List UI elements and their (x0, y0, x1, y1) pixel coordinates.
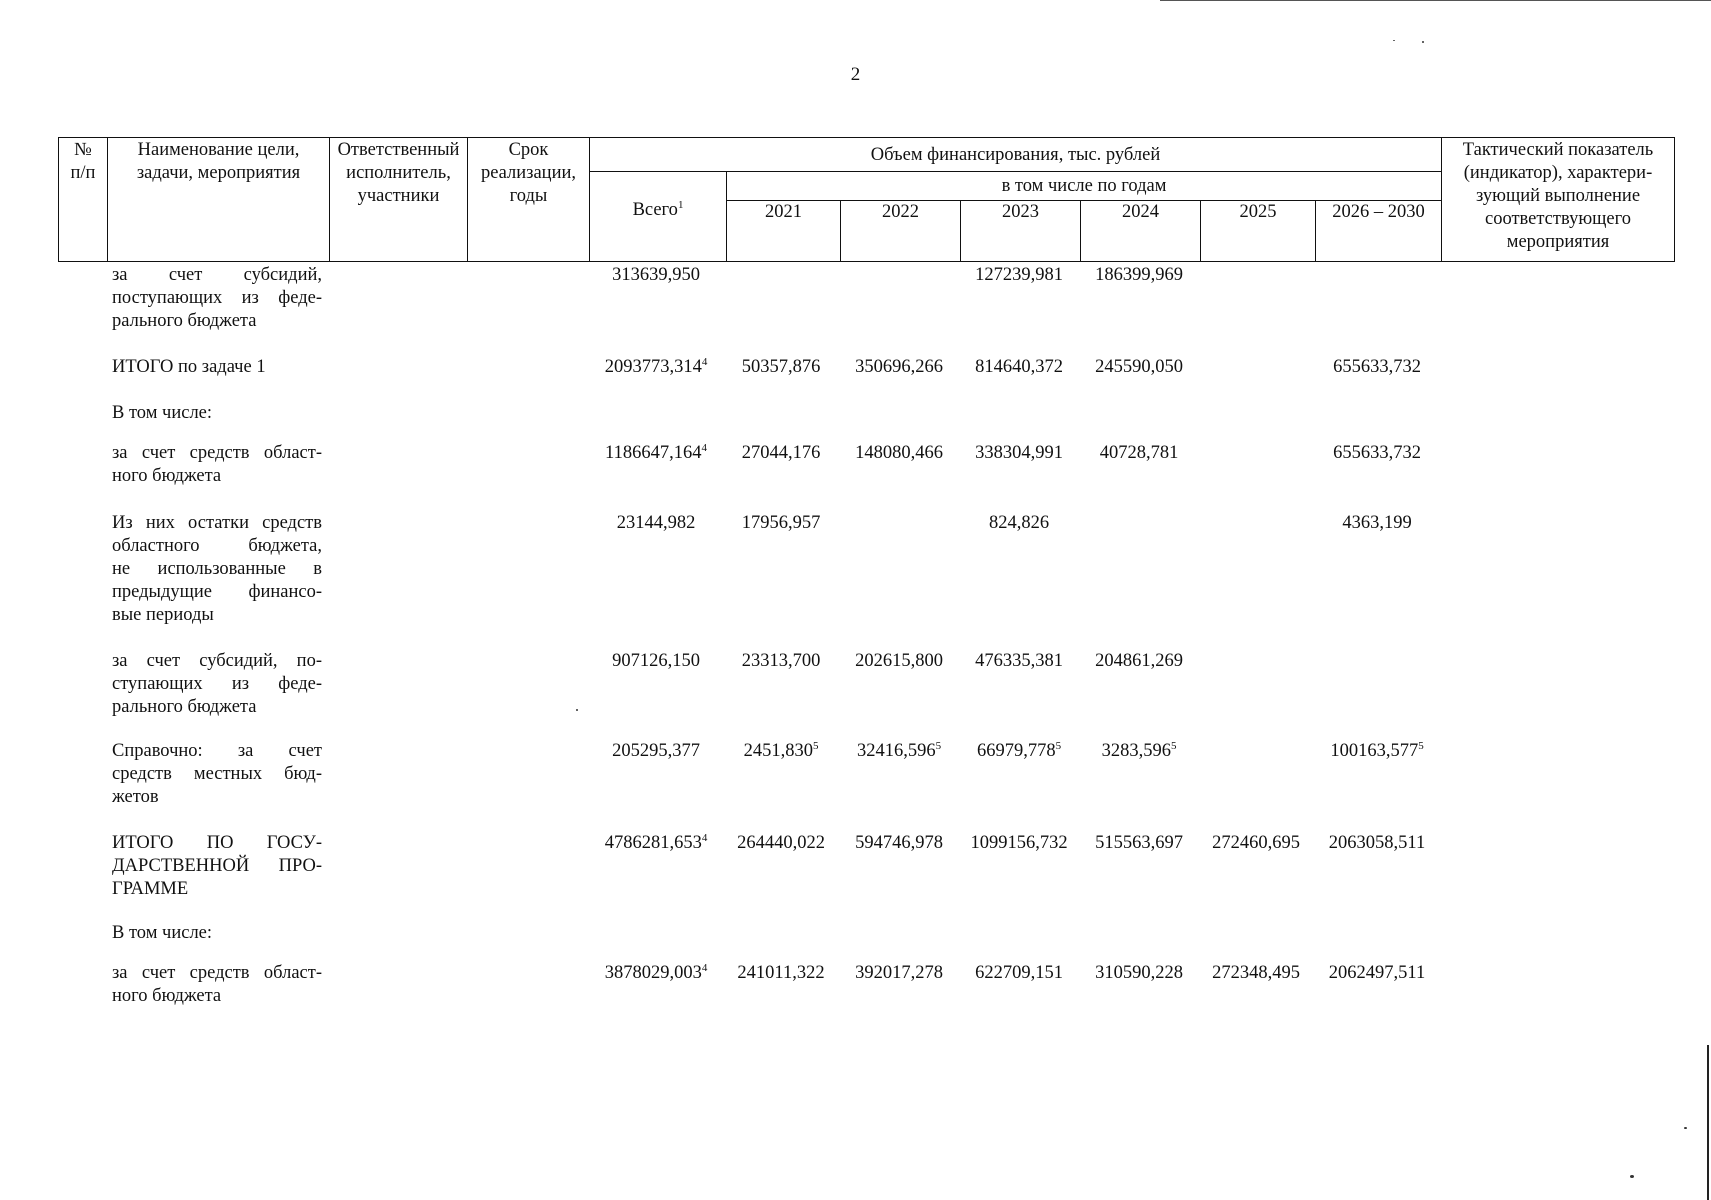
cell-footnote: 5 (1170, 740, 1177, 752)
row-name (112, 962, 322, 1008)
cell-value: 1099156,732 (970, 833, 1068, 853)
cell-y2025 (1212, 962, 1300, 985)
cell-value: 655633,732 (1333, 357, 1421, 377)
cell-value: 2451,830 (743, 741, 813, 761)
header-num-label: № п/п (70, 140, 96, 183)
row-name-line: ступающих из феде- (112, 674, 322, 694)
row-name (112, 512, 322, 627)
cell-value: 655633,732 (1333, 443, 1421, 463)
row-name-line: ИТОГО ПО ГОСУ- (112, 833, 322, 853)
cell-value: 515563,697 (1095, 833, 1183, 853)
cell-value: 1186647,164 (605, 443, 702, 463)
cell-value: 23144,982 (616, 513, 696, 533)
row-name-line: ИТОГО по задаче 1 (112, 357, 266, 377)
row-name (112, 442, 322, 488)
header-year-2021: 2021 (765, 202, 802, 222)
cell-footnote: 4 (701, 962, 708, 974)
cell-y2021 (742, 512, 821, 535)
cell-value: 814640,372 (975, 357, 1063, 377)
scan-speck (576, 709, 578, 711)
row-name-line: жетов (112, 787, 159, 807)
cell-value: 824,826 (988, 513, 1050, 533)
scan-speck (1422, 41, 1424, 43)
row-name-line: за счет субсидий, (112, 265, 322, 285)
cell-value: 32416,596 (856, 741, 936, 761)
header-responsible-label: Ответственный исполнитель, участники (337, 140, 460, 206)
cell-y2022 (855, 962, 943, 985)
cell-value: 66979,778 (976, 741, 1056, 761)
header-year-2022: 2022 (882, 202, 919, 222)
cell-total (612, 740, 700, 763)
cell-y2023 (977, 740, 1061, 763)
header-by-years-label: в том числе по годам (1001, 176, 1167, 196)
cell-value: 17956,957 (741, 513, 821, 533)
cell-value: 127239,981 (975, 265, 1063, 285)
cell-y2021 (744, 740, 819, 763)
cell-value: 392017,278 (855, 963, 943, 983)
header-year-2023: 2023 (1002, 202, 1039, 222)
cell-value: 205295,377 (612, 741, 700, 761)
cell-value: 338304,991 (975, 443, 1063, 463)
cell-value: 476335,381 (975, 651, 1063, 671)
cell-value: 272348,495 (1212, 963, 1300, 983)
cell-y2021 (742, 650, 821, 673)
cell-y2024 (1095, 832, 1183, 855)
cell-y2024 (1095, 356, 1183, 379)
cell-value: 204861,269 (1095, 651, 1183, 671)
header-term-label: Срок реализации, годы (480, 140, 577, 206)
cell-value: 907126,150 (612, 651, 700, 671)
cell-y2022 (855, 832, 943, 855)
cell-value: 148080,466 (855, 443, 943, 463)
cell-y2026-2030 (1329, 832, 1425, 855)
cell-y2021 (742, 356, 821, 379)
cell-y2023 (975, 264, 1063, 287)
header-funding-label: Объем финансирования, тыс. рублей (870, 145, 1161, 165)
row-name-line: рального бюджета (112, 311, 257, 331)
header-name-label: Наименование цели, задачи, мероприятия (136, 140, 301, 183)
row-name-line: рального бюджета (112, 697, 257, 717)
row-name-line: Из них остатки средств (112, 513, 322, 533)
row-name-line: вые периоды (112, 605, 214, 625)
cell-footnote: 5 (1055, 740, 1062, 752)
cell-value: 310590,228 (1095, 963, 1183, 983)
cell-value: 4363,199 (1342, 513, 1412, 533)
row-name (112, 740, 322, 809)
cell-y2026-2030 (1329, 962, 1425, 985)
cell-y2021 (737, 962, 824, 985)
row-name-line: ДАРСТВЕННОЙ ПРО- (112, 856, 322, 876)
cell-footnote: 4 (701, 356, 708, 368)
page-number: 2 (850, 64, 861, 85)
cell-y2026-2030 (1333, 442, 1421, 465)
cell-value: 264440,022 (737, 833, 825, 853)
cell-y2023 (975, 962, 1063, 985)
scan-speck (1684, 1127, 1687, 1129)
cell-y2021 (742, 442, 821, 465)
cell-footnote: 5 (1418, 740, 1424, 752)
header-year-2025: 2025 (1239, 202, 1277, 222)
row-name (112, 650, 322, 719)
cell-value: 350696,266 (855, 357, 943, 377)
header-indicator-label: Тактический показатель (индикатор), характери- зующий выполнение соответствующего мероприятия (1462, 140, 1654, 252)
cell-value: 241011,322 (737, 963, 825, 983)
cell-value: 3283,596 (1101, 741, 1171, 761)
row-name-line: не использованные в (112, 559, 322, 579)
row-name-line: поступающих из феде- (112, 288, 322, 308)
cell-total (605, 832, 708, 855)
cell-y2023 (970, 832, 1067, 855)
cell-value: 3878029,003 (604, 963, 702, 983)
cell-y2024 (1102, 740, 1177, 763)
scan-speck (1630, 1175, 1634, 1178)
cell-value: 202615,800 (855, 651, 943, 671)
cell-value: 50357,876 (741, 357, 821, 377)
scan-edge-line (1707, 1045, 1709, 1200)
row-name-line: ного бюджета (112, 986, 222, 1006)
cell-total (605, 442, 707, 465)
cell-total (612, 650, 700, 673)
cell-y2023 (975, 650, 1063, 673)
cell-y2021 (737, 832, 825, 855)
cell-value: 313639,950 (612, 265, 700, 285)
cell-value: 245590,050 (1095, 357, 1183, 377)
cell-y2023 (975, 442, 1063, 465)
header-total-footnote: 1 (677, 199, 684, 211)
cell-y2026-2030 (1342, 512, 1411, 535)
cell-value: 100163,577 (1330, 741, 1419, 761)
cell-total (612, 264, 700, 287)
cell-total (605, 962, 708, 985)
cell-value: 594746,978 (855, 833, 943, 853)
row-name-line: за счет средств област- (112, 963, 322, 983)
row-name (112, 922, 322, 945)
row-name-line: ного бюджета (112, 466, 222, 486)
row-name-line: Справочно: за счет (112, 741, 322, 761)
header-year-2026-2030: 2026 – 2030 (1332, 202, 1425, 222)
scan-speck (1393, 40, 1395, 41)
row-name (112, 832, 322, 901)
cell-value: 2063058,511 (1328, 833, 1426, 853)
row-name (112, 264, 322, 333)
cell-footnote: 4 (701, 832, 708, 844)
cell-total (605, 356, 708, 379)
row-name-line: В том числе: (112, 403, 213, 423)
cell-y2024 (1095, 962, 1183, 985)
row-name-line: средств местных бюд- (112, 764, 322, 784)
cell-value: 272460,695 (1212, 833, 1300, 853)
cell-y2023 (989, 512, 1049, 535)
cell-value: 40728,781 (1099, 443, 1179, 463)
cell-footnote: 4 (701, 442, 707, 454)
cell-value: 2093773,314 (604, 357, 702, 377)
header-total-text: Всего (632, 200, 678, 221)
cell-y2024 (1100, 442, 1179, 465)
cell-y2022 (857, 740, 941, 763)
cell-y2022 (855, 356, 943, 379)
row-name (112, 356, 322, 379)
cell-y2022 (855, 650, 943, 673)
row-name (112, 402, 322, 425)
row-name-line: за счет субсидий, по- (112, 651, 322, 671)
cell-value: 4786281,653 (604, 833, 702, 853)
cell-y2022 (855, 442, 943, 465)
row-name-line: предыдущие финансо- (112, 582, 322, 602)
cell-total (617, 512, 696, 535)
cell-y2026-2030 (1333, 356, 1421, 379)
cell-value: 23313,700 (741, 651, 821, 671)
cell-y2024 (1095, 264, 1183, 287)
cell-y2023 (975, 356, 1063, 379)
cell-footnote: 5 (935, 740, 942, 752)
cell-value: 27044,176 (741, 443, 821, 463)
cell-value: 622709,151 (975, 963, 1063, 983)
cell-footnote: 5 (812, 740, 819, 752)
row-name-line: областного бюджета, (112, 536, 322, 556)
header-year-2024: 2024 (1122, 202, 1159, 222)
row-name-line: В том числе: (112, 923, 213, 943)
row-name-line: ГРАММЕ (112, 879, 189, 899)
cell-y2025 (1212, 832, 1300, 855)
row-name-line: за счет средств област- (112, 443, 322, 463)
cell-y2026-2030 (1330, 740, 1423, 763)
cell-y2024 (1095, 650, 1183, 673)
cell-value: 186399,969 (1095, 265, 1183, 285)
cell-value: 2062497,511 (1328, 963, 1426, 983)
